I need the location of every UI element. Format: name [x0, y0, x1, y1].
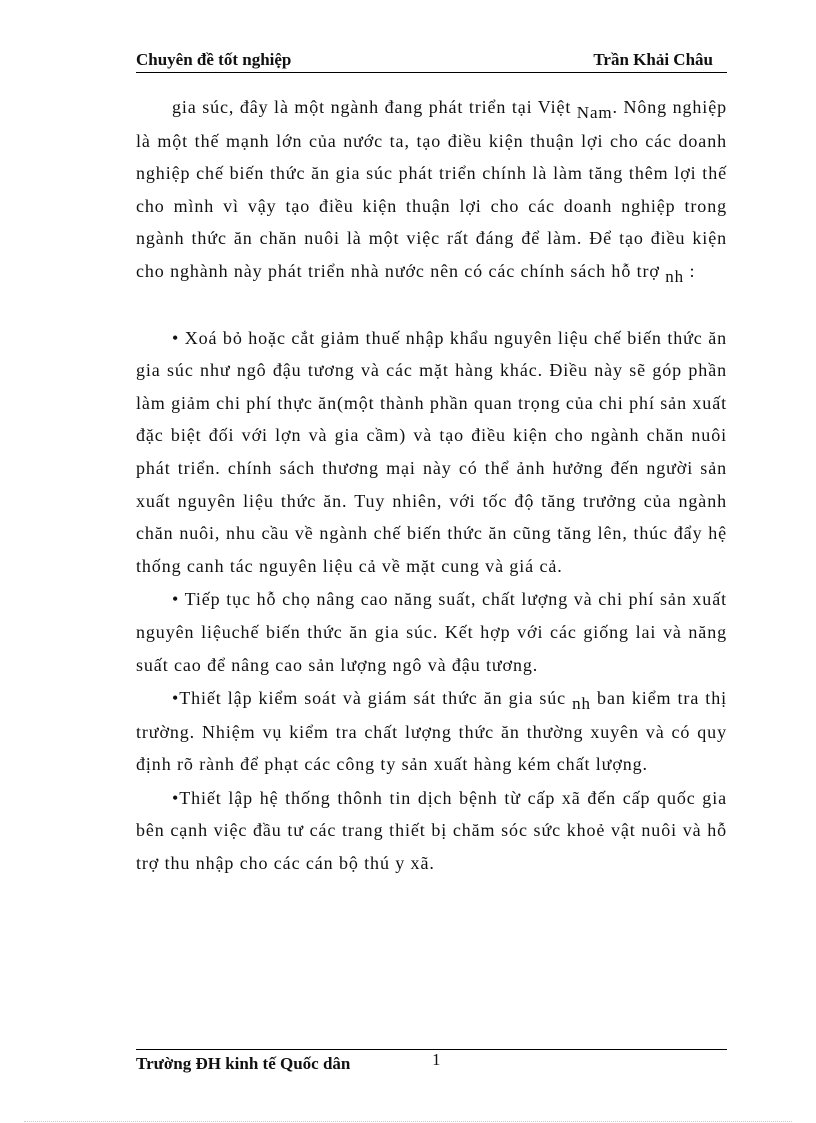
subscript-note: nh: [572, 694, 591, 714]
paragraph-text-end: :: [684, 260, 696, 281]
header-topic: Chuyên đề tốt nghiệp: [136, 50, 292, 69]
subscript-note: Nam: [576, 103, 613, 122]
footer-institution: Trường ĐH kinh tế Quốc dân: [136, 1054, 351, 1073]
page-edge-divider: [24, 1121, 792, 1122]
page-header: [136, 48, 727, 73]
paragraph-text-cont: . Nông nghiệp là một thế mạnh lớn của nước ta, tạo điều kiện thuận lợi cho các doanh nghiệp chế biến thức ăn gia súc phát triển chính là làm tăng thêm lợi thế cho mình vì vậy tạo điều kiện thuận lợi cho các doanh nghiệp trong ngành thức ăn chăn nuôi là một việc rất đáng để làm. Để tạo điều kiện cho nghành này phát triển nhà nước nên có các chính sách hỗ trợ: [136, 97, 727, 281]
bullet-paragraph: •Thiết lập hệ thống thônh tin dịch bệnh từ cấp xã đến cấp quốc gia bên cạnh việc đầu tư các trang thiết bị chăm sóc sức khoẻ vật nuôi và hỗ trợ thu nhập cho các cán bộ thú y xã.: [136, 787, 727, 874]
bullet-paragraph: • Tiếp tục hỗ chọ nâng cao năng suất, chất lượng và chi phí sản xuất nguyên liệuchế biến thức ăn gia súc. Kết hợp với các giống lai và năng suất cao để nâng cao sản lượng ngô và đậu tương.: [136, 589, 727, 675]
subscript-note: nh: [665, 266, 685, 286]
page-number: 1: [432, 1050, 441, 1069]
paragraph-text-cont: ban kiểm tra thị trường. Nhiệm vụ kiểm tra chất lượng thức ăn thường xuyên và có quy định rõ rành để phạt các công ty sản xuất hàng kém chất lượng.: [136, 688, 727, 775]
document-body: [136, 91, 727, 880]
header-author: Trần Khải Châu: [593, 50, 713, 69]
paragraph-intro: [136, 91, 727, 289]
bullet-paragraph: [136, 682, 727, 781]
paragraph-text: gia súc, đây là một ngành đang phát triển tại Việt: [172, 97, 577, 117]
paragraph-text: •Thiết lập kiểm soát và giám sát thức ăn gia súc: [172, 688, 573, 709]
bullet-paragraph: • Xoá bỏ hoặc cắt giảm thuế nhập khẩu nguyên liệu chế biến thức ăn gia súc như ngô đậu tương và các mặt hàng khác. Điều này sẽ góp phần làm giảm chi phí thực ăn(một thành phần quan trọng của chi phí sản xuất đặc biệt đối với lợn và gia cầm) và tạo điều kiện cho ngành chăn nuôi phát triển. chính sách thương mại này có thể ảnh hưởng đến người sản xuất nguyên liệu thức ăn. Tuy nhiên, với tốc độ tăng trưởng của ngành chăn nuôi, nhu cầu về ngành chế biến thức ăn cũng tăng lên, thúc đẩy hệ thống canh tác nguyên liệu cả về mặt cung và giá cả.: [136, 327, 727, 576]
